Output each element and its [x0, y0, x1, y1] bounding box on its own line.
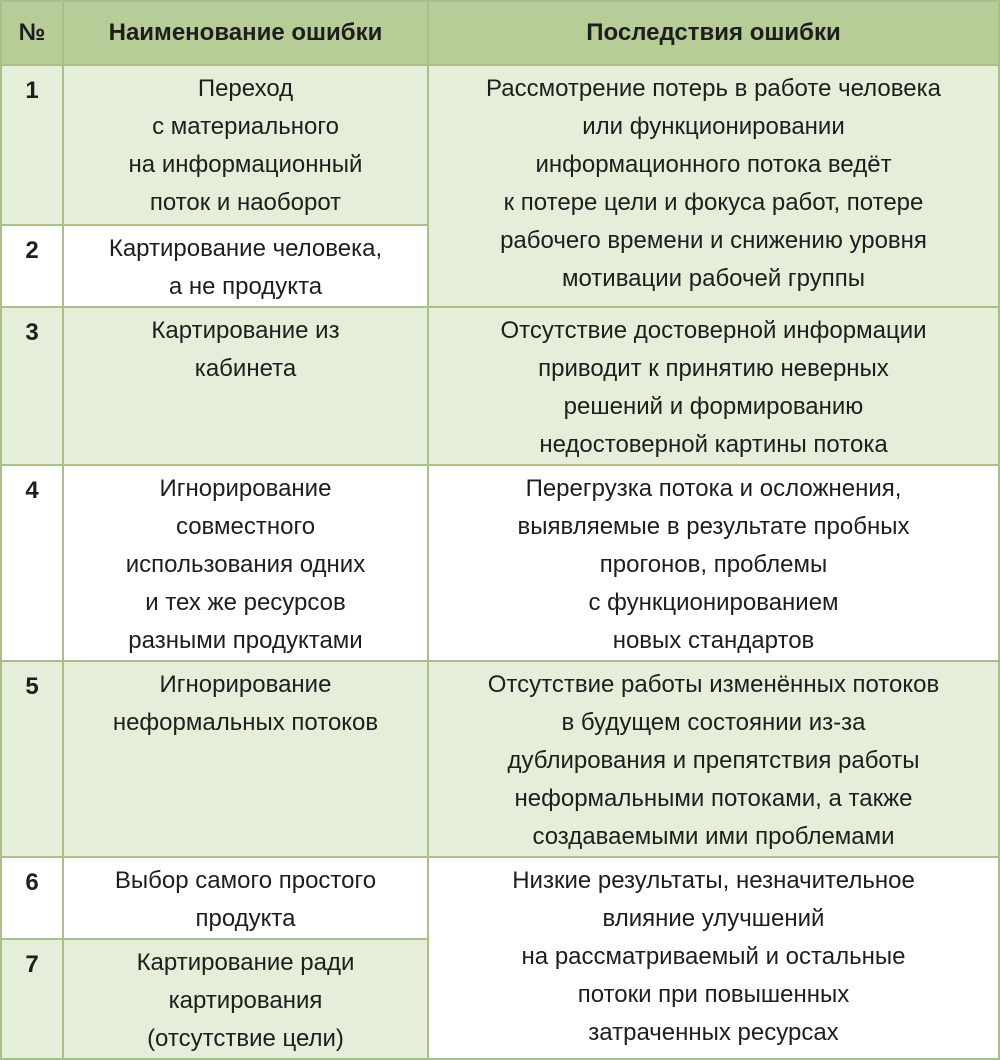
error-consequence: Отсутствие достоверной информации приводит к принятию неверных решений и формированию недостоверной картины потока	[428, 307, 999, 465]
error-name: Переход с материального на информационный поток и наоборот	[63, 65, 428, 225]
error-name: Картирование человека, а не продукта	[63, 225, 428, 307]
error-name: Картирование из кабинета	[63, 307, 428, 465]
error-name: Игнорирование совместного использования одних и тех же ресурсов разными продуктами	[63, 465, 428, 661]
row-number: 2	[1, 225, 63, 307]
table-row	[1, 65, 999, 225]
header-error-name: Наименование ошибки	[63, 1, 428, 65]
table-row	[1, 857, 999, 939]
row-number: 4	[1, 465, 63, 661]
error-name: Игнорирование неформальных потоков	[63, 661, 428, 857]
table-row	[1, 465, 999, 661]
error-consequence: Отсутствие работы изменённых потоков в будущем состоянии из-за дублирования и препятствия работы неформальными потоками, а также создаваемыми ими проблемами	[428, 661, 999, 857]
row-number: 6	[1, 857, 63, 939]
error-consequence: Низкие результаты, незначительное влияние улучшений на рассматриваемый и остальные потоки при повышенных затраченных ресурсах	[428, 857, 999, 1059]
error-name: Картирование ради картирования (отсутствие цели)	[63, 939, 428, 1059]
header-num: №	[1, 1, 63, 65]
row-number: 3	[1, 307, 63, 465]
row-number: 1	[1, 65, 63, 225]
error-consequence: Перегрузка потока и осложнения, выявляемые в результате пробных прогонов, проблемы с функционированием новых стандартов	[428, 465, 999, 661]
error-consequence: Рассмотрение потерь в работе человека или функционировании информационного потока ведёт к потере цели и фокуса работ, потере рабочего времени и снижению уровня мотивации рабочей группы	[428, 65, 999, 307]
header-consequence: Последствия ошибки	[428, 1, 999, 65]
table-header-row	[1, 1, 999, 65]
table-row	[1, 661, 999, 857]
table-row	[1, 307, 999, 465]
error-name: Выбор самого простого продукта	[63, 857, 428, 939]
row-number: 7	[1, 939, 63, 1059]
row-number: 5	[1, 661, 63, 857]
